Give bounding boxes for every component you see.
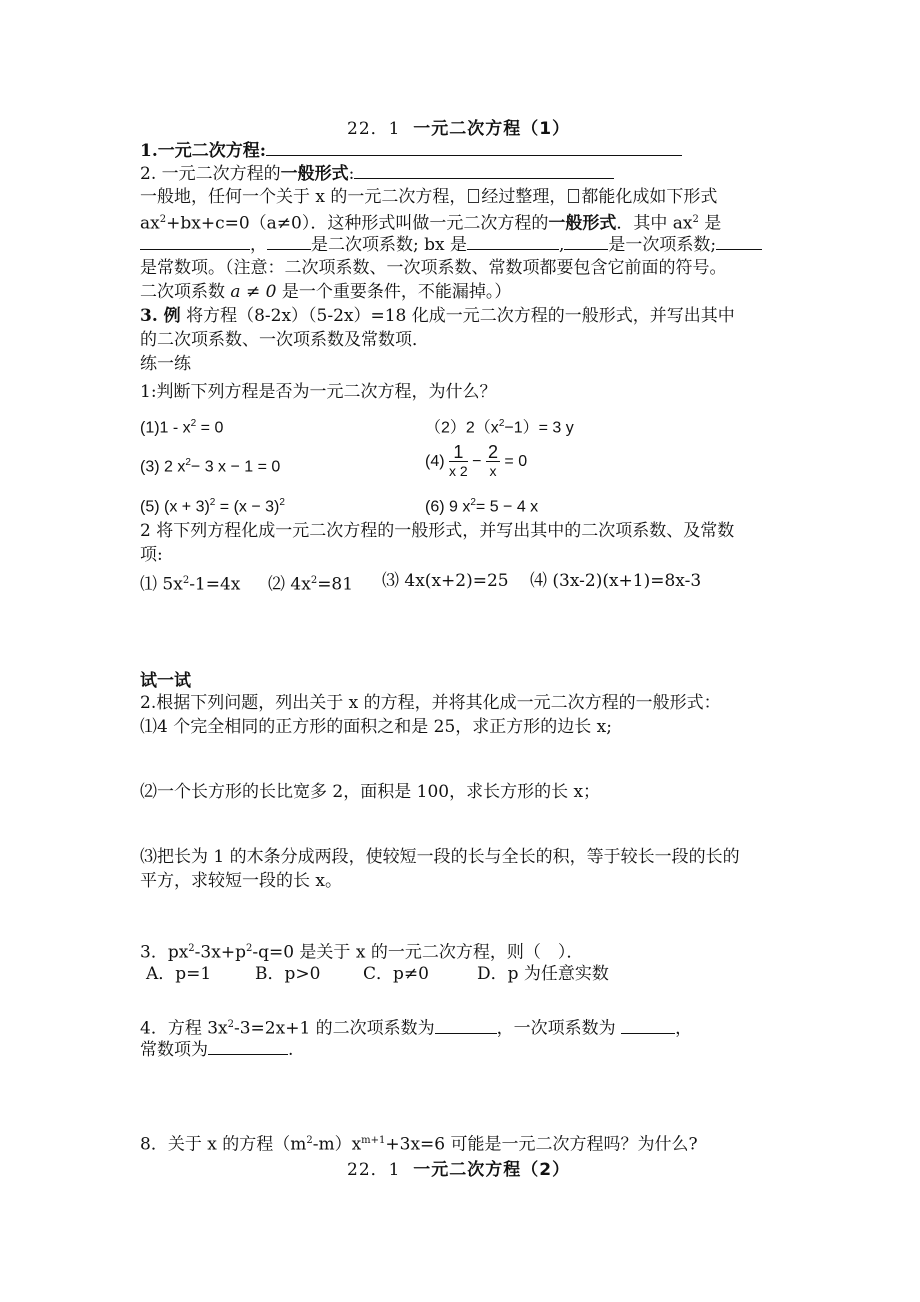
question-1: 1:判断下列方程是否为一元二次方程，为什么？ xyxy=(140,382,497,402)
page-title xyxy=(347,114,570,139)
eq-text: -1=4x xyxy=(189,574,241,595)
try-question-2-part-3-cont: 平方，求较短一段的长 x。 xyxy=(140,871,342,891)
para-text: ， xyxy=(250,235,267,255)
para-text: 是一次项系数; xyxy=(608,235,717,255)
q-text: -3x+p xyxy=(194,942,246,963)
eq-text: ⑴ 5x xyxy=(140,574,183,595)
section-title-2 xyxy=(347,1155,570,1180)
superscript: 2 xyxy=(310,575,318,586)
q-text: -3=2x+1 的二次项系数为 xyxy=(234,1018,435,1039)
eq-text: (6) 9 x xyxy=(425,498,471,516)
option-a[interactable]: A．p=1 xyxy=(146,964,212,984)
superscript: 2 xyxy=(227,1019,234,1030)
try-question-2-part-1: ⑴4 个完全相同的正方形的面积之和是 25，求正方形的边长 x; xyxy=(140,717,612,737)
eq-text: − xyxy=(472,453,482,470)
answer-blank[interactable] xyxy=(564,233,608,250)
fraction-denominator: x 2 xyxy=(449,463,468,480)
eq-text: (5) (x + 3) xyxy=(140,498,210,516)
q2-item-3: ⑶ 4x(x+2)=25 xyxy=(382,571,509,591)
answer-blank[interactable] xyxy=(267,233,311,250)
section-1-label: 1.一元二次方程: xyxy=(140,141,267,161)
answer-blank[interactable] xyxy=(467,233,559,250)
eq-text: =81 xyxy=(317,574,354,595)
eq-text: −1）= 3 y xyxy=(504,419,574,437)
para-line-1 xyxy=(140,186,717,208)
title-text: 一元二次方程（2） xyxy=(413,1160,571,1180)
q1-item-6 xyxy=(425,492,538,518)
answer-blank[interactable] xyxy=(354,162,614,179)
q1-item-2 xyxy=(425,413,574,439)
try-heading: 试一试 xyxy=(140,671,191,691)
q-text: 4．方程 3x xyxy=(140,1018,228,1039)
para-text: ax xyxy=(140,213,160,234)
superscript: 2 xyxy=(190,418,197,429)
superscript: 2 xyxy=(185,457,191,468)
q1-item-5 xyxy=(140,492,285,518)
fraction-numerator: 1 xyxy=(449,443,468,462)
option-c[interactable]: C．p≠0 xyxy=(363,964,429,984)
title-text: 一元二次方程（1） xyxy=(413,119,571,139)
para-text: 是二次项系数; bx 是 xyxy=(311,235,468,255)
try-question-2-part-3: ⑶把长为 1 的木条分成两段，使较短一段的长与全长的积，等于较长一段的长的 xyxy=(140,847,740,867)
q-text: +3x=6 可能是一元二次方程吗？为什么? xyxy=(385,1134,698,1155)
example-text: 将方程（8-2x）（5-2x）=18 化成一元二次方程的一般形式，并写出其中 xyxy=(180,306,735,326)
para-line-4: 是常数项。（注意：二次项系数、一次项系数、常数项都要包含它前面的符号。 xyxy=(140,258,727,278)
superscript: 2 xyxy=(692,214,699,225)
example-line-2: 的二次项系数、一次项系数及常数项． xyxy=(140,330,429,350)
option-b[interactable]: B．p>0 xyxy=(255,964,321,984)
q2-item-2 xyxy=(268,570,353,596)
question-4 xyxy=(140,1014,692,1040)
q1-item-3 xyxy=(140,452,280,478)
fraction-numerator: 2 xyxy=(487,442,498,463)
question-3 xyxy=(140,938,583,964)
para-line-2 xyxy=(140,209,721,235)
para-text: , xyxy=(559,235,565,255)
eq-text: (4) xyxy=(425,453,445,470)
question-2: 2 将下列方程化成一元二次方程的一般形式，并写出其中的二次项系数、及常数 xyxy=(140,521,735,541)
example-line-1 xyxy=(140,305,735,327)
section-2-bold: 一般形式 xyxy=(280,164,349,184)
superscript: 2 xyxy=(159,214,167,225)
eq-text: (1)1 - x xyxy=(140,419,191,437)
para-line-3 xyxy=(140,233,762,256)
eq-text: = (x − 3) xyxy=(215,498,280,516)
q2-item-1 xyxy=(140,570,240,596)
practice-heading: 练一练 xyxy=(140,354,191,374)
q-text: 常数项为 xyxy=(140,1040,208,1060)
placeholder-box-icon xyxy=(468,189,479,203)
superscript: 2 xyxy=(245,943,253,954)
superscript: 2 xyxy=(209,497,216,508)
fraction xyxy=(449,443,468,480)
q-text: ，一次项系数为 xyxy=(496,1018,616,1039)
eq-text: − 3 x − 1 = 0 xyxy=(190,458,281,476)
para-line-5 xyxy=(140,281,511,303)
answer-blank[interactable] xyxy=(266,139,682,156)
para-bold: 一般形式 xyxy=(548,213,617,234)
eq-text: (3) 2 x xyxy=(140,458,186,476)
question-8 xyxy=(140,1130,698,1156)
q1-item-4 xyxy=(425,442,527,482)
para-text: 二次项系数 xyxy=(140,282,231,302)
q1-item-1 xyxy=(140,413,223,439)
fraction-denominator: x xyxy=(489,463,497,480)
q-text: ， xyxy=(675,1018,693,1039)
superscript: 2 xyxy=(470,497,476,508)
eq-text: ⑵ 4x xyxy=(268,574,311,595)
placeholder-box-icon xyxy=(568,189,579,203)
para-text: 一般地，任何一个关于 x 的一元二次方程， xyxy=(140,187,467,207)
fraction xyxy=(486,443,500,480)
q2-item-4: ⑷ (3x-2)(x+1)=8x-3 xyxy=(530,571,702,591)
eq-text: = 5 − 4 x xyxy=(475,498,539,516)
answer-blank[interactable] xyxy=(435,1017,497,1034)
para-text: 经过整理， xyxy=(481,187,567,207)
superscript: 2 xyxy=(279,497,285,508)
q-text: -m）x xyxy=(312,1134,362,1155)
section-1 xyxy=(140,139,682,162)
example-label: 3. 例 xyxy=(140,306,181,326)
q-text: 8．关于 x 的方程（m xyxy=(140,1134,307,1155)
superscript: 2 xyxy=(306,1135,313,1146)
answer-blank[interactable] xyxy=(716,233,762,250)
option-d[interactable]: D．p 为任意实数 xyxy=(477,964,609,984)
title-number: 22．1 xyxy=(347,119,401,139)
para-text: 是 xyxy=(698,213,722,234)
answer-blank[interactable] xyxy=(621,1017,675,1034)
q-text: 3．px xyxy=(140,942,189,963)
question-4-cont xyxy=(140,1038,293,1061)
eq-text: = 0 xyxy=(504,453,528,470)
q-text: -q=0 是关于 x 的一元二次方程，则（ ）． xyxy=(252,942,584,963)
question-2-cont: 项: xyxy=(140,545,163,565)
superscript: 2 xyxy=(188,943,195,954)
superscript: 2 xyxy=(498,418,505,429)
condition-math: a ≠ 0 xyxy=(230,282,277,302)
section-2-colon: : xyxy=(348,164,355,184)
title-number: 22．1 xyxy=(347,1160,401,1180)
para-text: ．其中 ax xyxy=(616,213,693,234)
answer-blank[interactable] xyxy=(140,233,250,250)
eq-text: = 0 xyxy=(196,419,224,437)
para-text: 是一个重要条件，不能漏掉。） xyxy=(276,282,512,302)
answer-blank[interactable] xyxy=(208,1038,288,1055)
para-text: 都能化成如下形式 xyxy=(581,187,718,207)
try-question-2: 2.根据下列问题，列出关于 x 的方程，并将其化成一元二次方程的一般形式： xyxy=(140,693,721,713)
superscript: 2 xyxy=(182,575,190,586)
eq-text: （2）2（x xyxy=(425,419,499,437)
superscript: m+1 xyxy=(361,1135,386,1146)
para-text: +bx+c=0（a≠0）．这种形式叫做一元二次方程的 xyxy=(166,213,549,234)
try-question-2-part-2: ⑵一个长方形的长比宽多 2，面积是 100，求长方形的长 x； xyxy=(140,782,601,802)
section-2 xyxy=(140,162,614,185)
q-text: . xyxy=(288,1040,294,1060)
section-2-prefix: 2. 一元二次方程的 xyxy=(140,164,281,184)
